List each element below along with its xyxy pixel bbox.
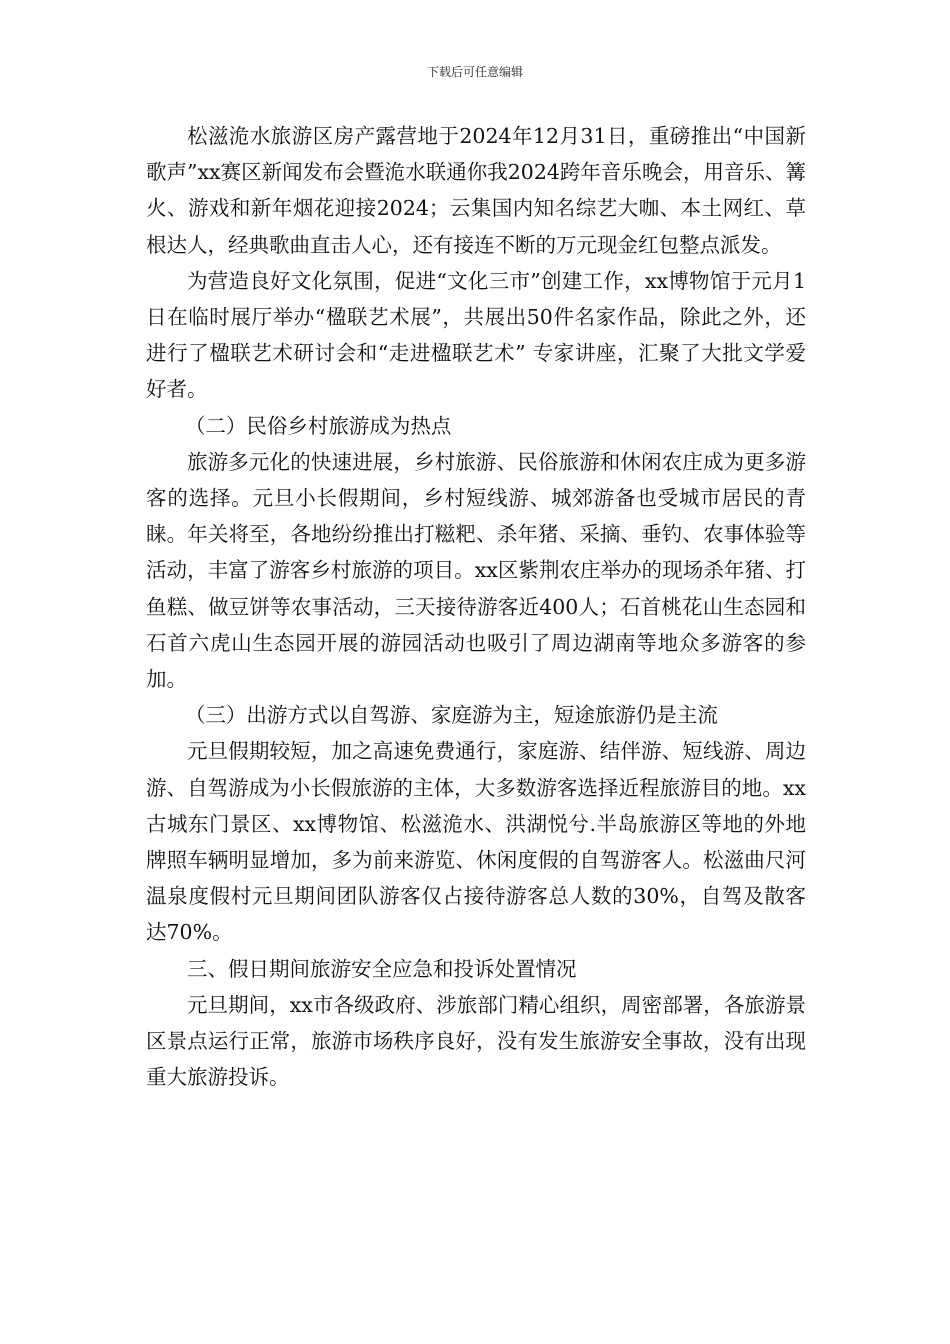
section-heading-travel-mode: （三）出游方式以自驾游、家庭游为主，短途旅游仍是主流 bbox=[184, 703, 718, 728]
paragraph-rural-tourism: 旅游多元化的快速进展，乡村旅游、民俗旅游和休闲农庄成为更多游客的选择。元旦小长假期间，乡村短线游、城郊游备也受城市居民的青睐。年关将至，各地纷纷推出打糍粑、杀年猪、采摘、垂钓、农事体验等活动，丰富了游客乡村旅游的项目。xx区紫荆农庄举办的现场杀年猪、打鱼糕、做豆饼等农事活动，三天接待游客近400人；石首桃花山生态园和石首六虎山生态园开展的游园活动也吸引了周边湖南等地众多游客的参加。 bbox=[146, 449, 806, 692]
page-header: 下载后可任意编辑 bbox=[426, 65, 523, 79]
document-body bbox=[146, 118, 806, 1095]
section-heading-rural-tourism: （二）民俗乡村旅游成为热点 bbox=[184, 413, 452, 438]
paragraph-travel-mode: 元旦假期较短，加之高速免费通行，家庭游、结伴游、短线游、周边游、自驾游成为小长假旅游的主体，大多数游客选择近程旅游目的地。xx古城东门景区、xx博物馆、松滋洈水、洪湖悦兮.半岛旅游区等地的外地牌照车辆明显增加，多为前来游览、休闲度假的自驾游客人。松滋曲尺河温泉度假村元旦期间团队游客仅占接待游客总人数的30%，自驾及散客达70%。 bbox=[146, 739, 806, 945]
section-heading-safety: 三、假日期间旅游安全应急和投诉处置情况 bbox=[187, 956, 577, 981]
paragraph-couplet-exhibition: 为营造良好文化氛围，促进“文化三市”创建工作，xx博物馆于元月1日在临时展厅举办“楹联艺术展”，共展出50件名家作品，除此之外，还进行了楹联艺术研讨会和“走进楹联艺术” 专家讲座，汇聚了大批文学爱好者。 bbox=[146, 268, 806, 402]
paragraph-music-event: 松滋洈水旅游区房产露营地于2024年12月31日，重磅推出“中国新歌声”xx赛区新闻发布会暨洈水联通你我2024跨年音乐晚会，用音乐、篝火、游戏和新年烟花迎接2024；云集国内知名综艺大咖、本土网红、草根达人，经典歌曲直击人心，还有接连不断的万元现金红包整点派发。 bbox=[146, 124, 806, 257]
paragraph-safety: 元旦期间，xx市各级政府、涉旅部门精心组织，周密部署，各旅游景区景点运行正常，旅游市场秩序良好，没有发生旅游安全事故，没有出现重大旅游投诉。 bbox=[146, 992, 806, 1090]
